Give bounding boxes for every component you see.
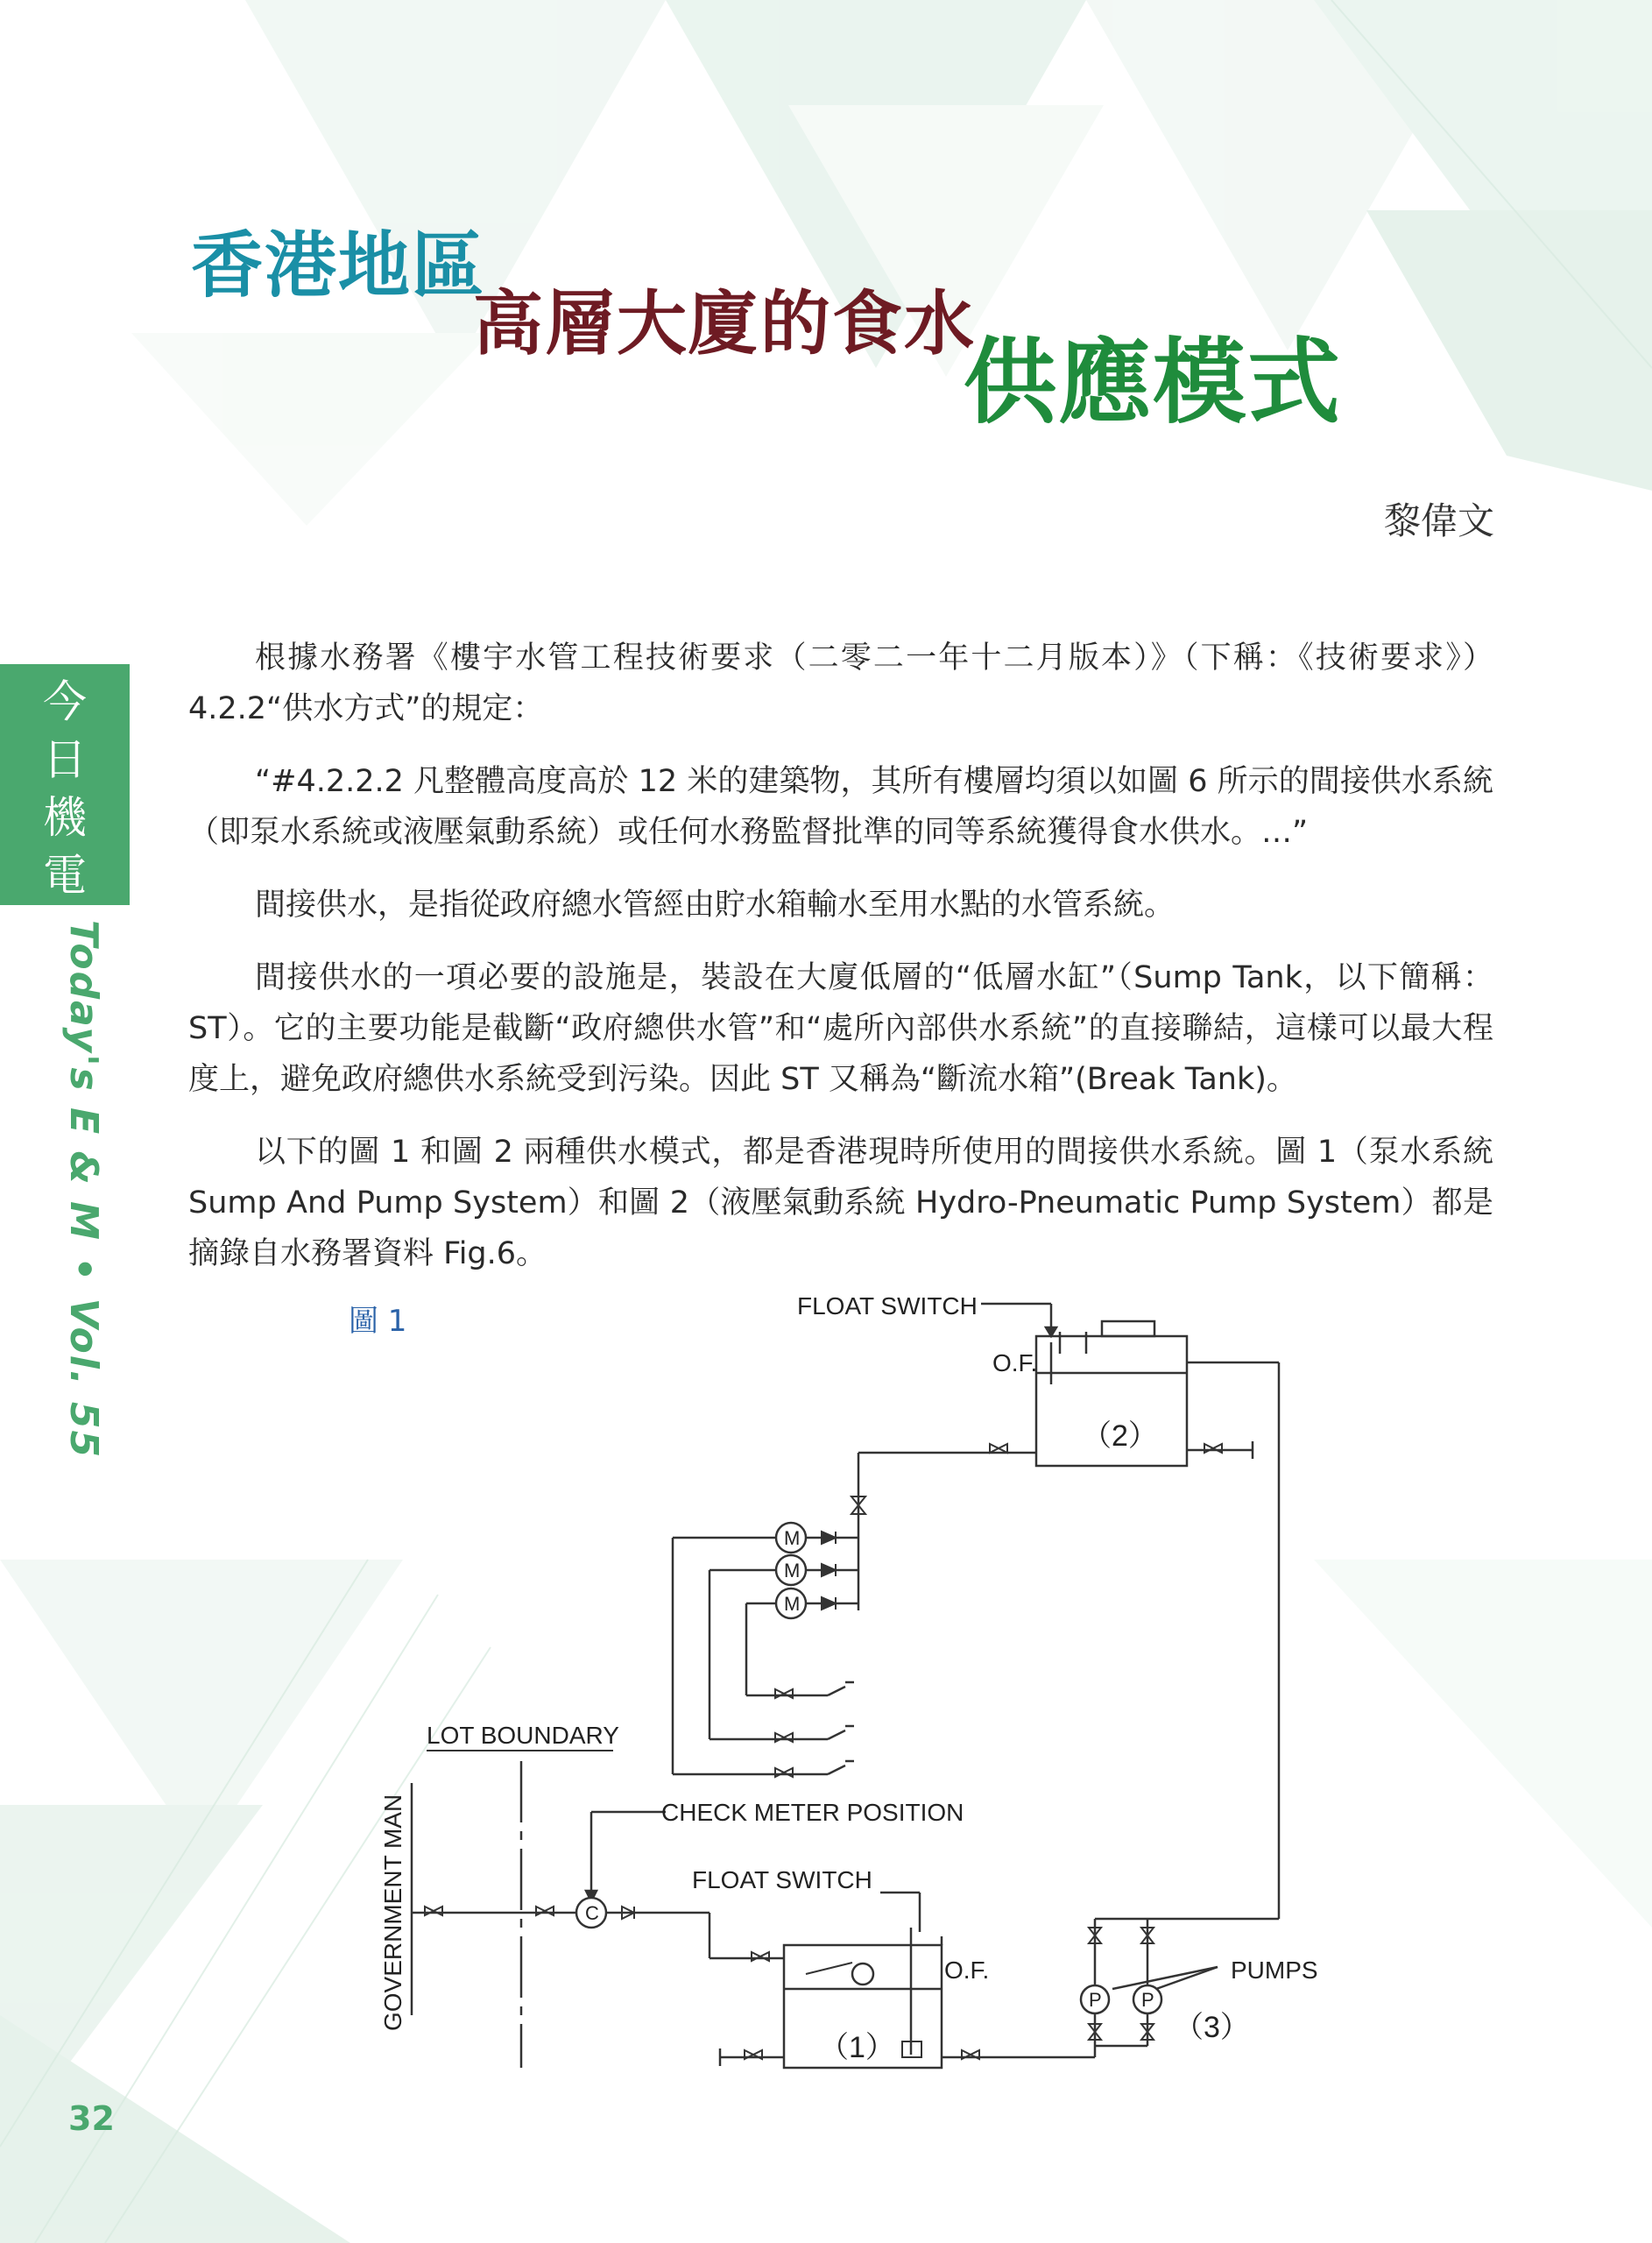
pump-symbol: P bbox=[1141, 1989, 1154, 2011]
valve-icon bbox=[822, 1597, 836, 1610]
pump-group-label: （3） bbox=[1174, 2011, 1250, 2044]
paragraph: 根據水務署《樓宇水管工程技術要求（二零二一年十二月版本）》（下稱：《技術要求》）4.2.2“供水方式”的規定： bbox=[188, 640, 1493, 726]
side-tab-char: 電 bbox=[43, 850, 87, 901]
title-part-2: 高層大廈的食水 bbox=[473, 283, 976, 364]
valve-icon bbox=[1204, 1444, 1222, 1453]
side-tab-char: 機 bbox=[43, 792, 87, 843]
check-meter-label: CHECK METER POSITION bbox=[661, 1799, 964, 1826]
government-main-label: GOVERNMENT MAN bbox=[379, 1794, 406, 2031]
float-ball-icon bbox=[852, 1964, 873, 1985]
paragraph: 間接供水，是指從政府總水管經由貯水箱輸水至用水點的水管系統。 bbox=[255, 888, 1175, 923]
paragraph: 以下的圖 1 和圖 2 兩種供水模式，都是香港現時所使用的間接供水系統。圖 1（泵水系統 Sump And Pump System）和圖 2（液壓氣動系統 Hydro-Pneumatic Pump System）都是摘錄自水務署資料 Fig.6。 bbox=[188, 1135, 1493, 1271]
valve-icon bbox=[775, 1768, 793, 1777]
tank-1-label: （1） bbox=[819, 2031, 895, 2064]
pump-symbol: P bbox=[1089, 1989, 1102, 2011]
overflow-label-top: O.F. bbox=[992, 1349, 1038, 1376]
check-meter-symbol: C bbox=[585, 1902, 599, 1924]
figure-label: 圖 1 bbox=[349, 1304, 407, 1339]
title-part-3: 供應模式 bbox=[964, 329, 1342, 436]
meter-symbol: M bbox=[784, 1560, 801, 1581]
tank-2-label: （2） bbox=[1082, 1419, 1158, 1453]
paragraph: “#4.2.2.2 凡整體高度高於 12 米的建築物，其所有樓層均須以如圖 6 所示的間接供水系統（即泵水系統或液壓氣動系統）或任何水務監督批準的同等系統獲得食水供水。…” bbox=[188, 764, 1493, 850]
valve-icon bbox=[822, 1564, 836, 1576]
meter-symbol: M bbox=[784, 1527, 801, 1549]
overflow-label-bottom: O.F. bbox=[944, 1956, 990, 1984]
valve-icon bbox=[425, 1907, 442, 1915]
pumps-label: PUMPS bbox=[1231, 1956, 1318, 1984]
valve-icon bbox=[536, 1907, 554, 1915]
side-tab-char: 日 bbox=[43, 734, 87, 785]
lot-boundary-label: LOT BOUNDARY bbox=[427, 1722, 619, 1749]
author-name: 黎偉文 bbox=[1383, 499, 1494, 542]
meter-symbol: M bbox=[784, 1593, 801, 1615]
valve-icon bbox=[752, 1952, 769, 1961]
valve-icon bbox=[775, 1733, 793, 1742]
float-switch-label-bottom: FLOAT SWITCH bbox=[692, 1866, 872, 1893]
paragraph: 間接供水的一項必要的設施是，裝設在大廈低層的“低層水缸”（Sump Tank，以下簡稱：ST）。它的主要功能是截斷“政府總供水管”和“處所內部供水系統”的直接聯結，這樣可以最大程度上，避免政府總供水系統受到污染。因此 ST 又稱為“斷流水箱”(Break Tank)。 bbox=[188, 960, 1493, 1097]
page-number: 32 bbox=[68, 2099, 115, 2138]
title-part-1: 香港地區 bbox=[191, 224, 486, 308]
valve-icon bbox=[822, 1532, 836, 1544]
float-switch-label-top: FLOAT SWITCH bbox=[797, 1292, 978, 1320]
magazine-name-vertical: Today's E & M • Vol. 55 bbox=[61, 920, 106, 1460]
valve-icon bbox=[990, 1444, 1007, 1453]
side-tab-char: 今 bbox=[43, 676, 87, 727]
valve-icon bbox=[775, 1689, 793, 1698]
